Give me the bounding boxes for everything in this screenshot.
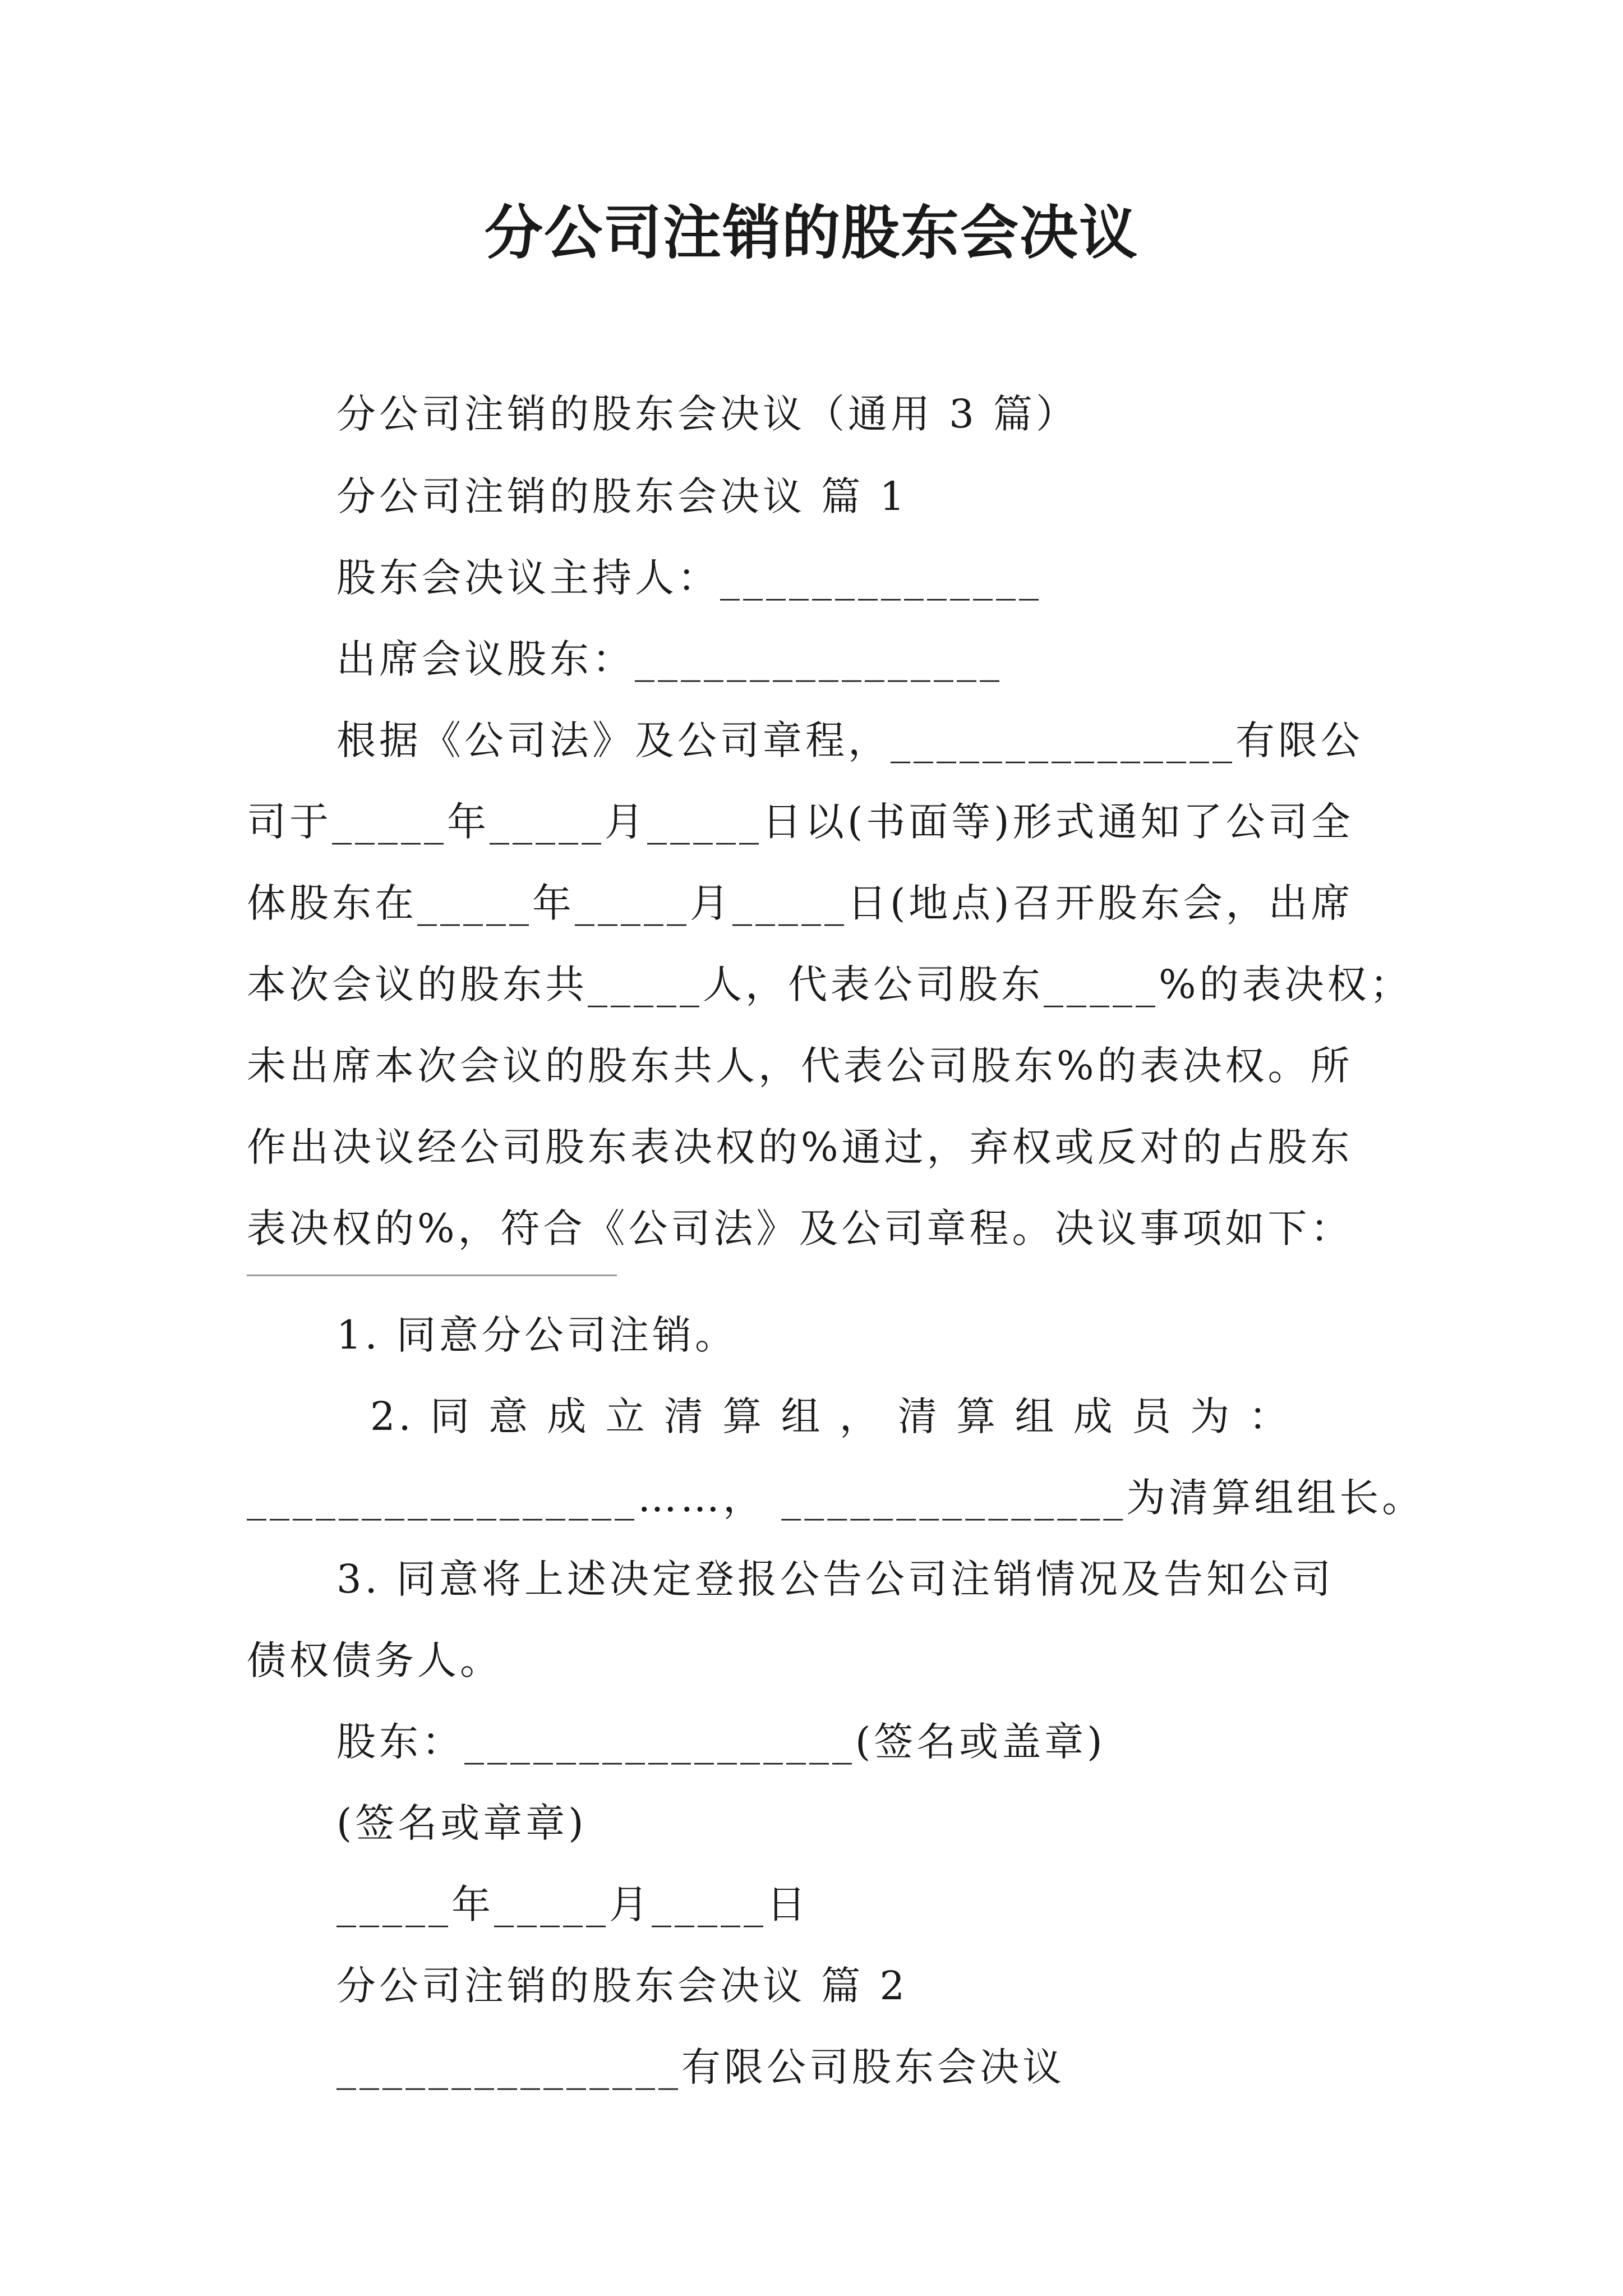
resolution-item-2: 2. 同 意 成 立 清 算 组 ， 清 算 组 成 员 为 ： xyxy=(370,1393,1292,1439)
document-title: 分公司注销的股东会决议 xyxy=(484,198,1138,267)
host-line: 股东会决议主持人：______________ xyxy=(336,555,1042,601)
divider-rule xyxy=(247,1274,617,1276)
paragraph-line: 本次会议的股东共_____人，代表公司股东_____%的表决权； xyxy=(247,961,1413,1007)
paragraph-line: 未出席本次会议的股东共人，代表公司股东%的表决权。所 xyxy=(247,1043,1353,1089)
section-heading-2: 分公司注销的股东会决议 篇 2 xyxy=(336,1963,909,2009)
paragraph-line: 体股东在_____年_____月_____日(地点)召开股东会，出席 xyxy=(247,880,1354,926)
resolution-item-3-cont: 债权债务人。 xyxy=(247,1637,502,1683)
paragraph-line: 司于_____年_____月_____日以(书面等)形式通知了公司全 xyxy=(247,799,1354,845)
resolution-item-2-cont: _________________……， _______________为清算组组长。 xyxy=(247,1475,1425,1521)
resolution-item-3: 3. 同意将上述决定登报公告公司注销情况及告知公司 xyxy=(336,1556,1335,1602)
section-heading-1: 分公司注销的股东会决议 篇 1 xyxy=(336,473,909,519)
attendees-line: 出席会议股东：________________ xyxy=(336,636,1003,682)
paragraph-line: 作出决议经公司股东表决权的%通过，弃权或反对的占股东 xyxy=(247,1124,1353,1170)
date-line: _____年_____月_____日 xyxy=(336,1881,809,1927)
shareholder-signature-line: 股东：_________________(签名或盖章) xyxy=(336,1719,1106,1765)
paragraph-line: 根据《公司法》及公司章程，_______________有限公 xyxy=(336,717,1363,763)
resolution-item-1: 1. 同意分公司注销。 xyxy=(336,1312,738,1358)
signature-note: (签名或章章) xyxy=(336,1800,587,1846)
paragraph-line: 表决权的%，符合《公司法》及公司章程。决议事项如下： xyxy=(247,1205,1353,1251)
subtitle-line: 分公司注销的股东会决议（通用 3 篇） xyxy=(336,391,1079,437)
company-resolution-heading: _______________有限公司股东会决议 xyxy=(336,2044,1065,2090)
